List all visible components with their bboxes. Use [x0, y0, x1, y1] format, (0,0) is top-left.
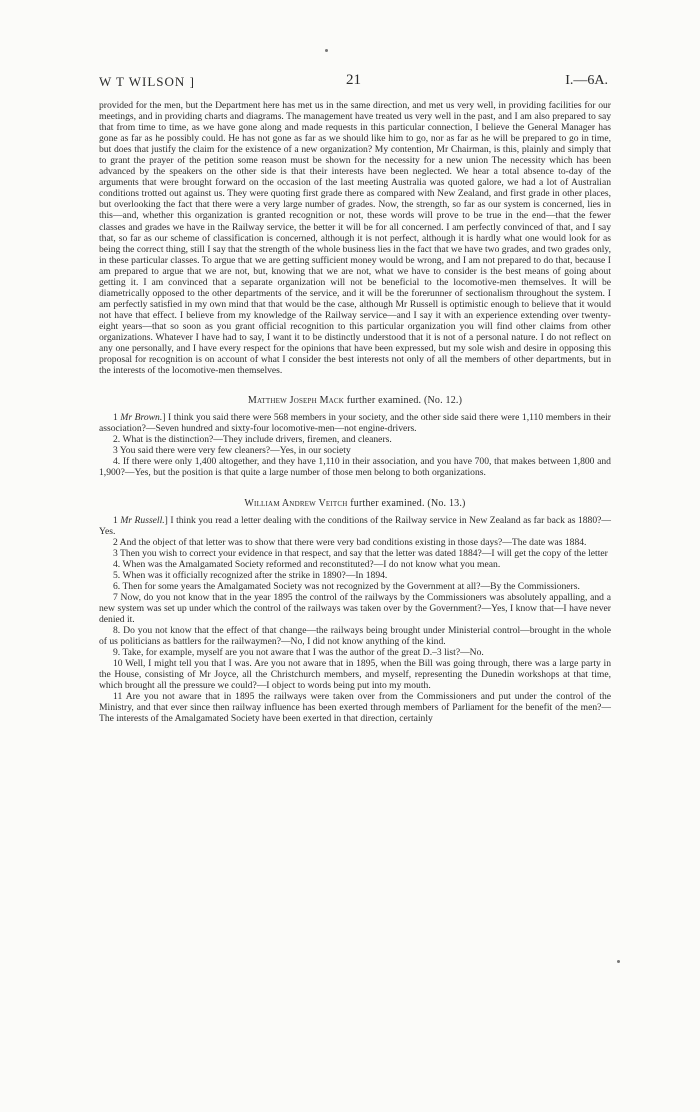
witness-name: William Andrew Veitch	[244, 497, 348, 509]
paper-speck	[617, 960, 620, 963]
question-paragraph	[99, 445, 611, 456]
question-text: Then for some years the Amalgamated Society was not recognized by the Government at all?—By the Commissioners.	[122, 580, 580, 592]
question-number: 8.	[113, 625, 121, 637]
question-paragraph	[99, 559, 611, 570]
page-number: 21	[346, 72, 361, 88]
question-number: 3	[113, 547, 118, 559]
question-text: If there were only 1,400 altogether, and they have 1,110 in their association, and you have 700, that makes between 1,800 and 1,900?—Yes, but the position is that quite a large number of those men belong to both organizations.	[99, 456, 611, 479]
question-text: I think you read a letter dealing with the conditions of the Railway service in New Zealand as far back as 1880?—Yes.	[99, 514, 611, 537]
question-paragraph	[99, 570, 611, 581]
question-number: 5.	[113, 569, 121, 581]
examiner-name: Mr Russell.	[120, 514, 165, 526]
question-text: You said there were very few cleaners?—Yes, in our society	[119, 445, 351, 457]
question-number: 1	[113, 412, 118, 424]
question-paragraph	[99, 537, 611, 548]
examiner-name: Mr Brown.	[120, 412, 163, 424]
examination-section	[99, 395, 611, 478]
section-heading	[99, 395, 611, 406]
question-number: 3	[113, 445, 118, 457]
question-text: I think you said there were 568 members in your society, and the other side said there were 1,110 members in their association?—Seven hundred and sixty-four locomotive-men—not engine-drivers.	[99, 412, 611, 435]
question-text: Are you not aware that in 1895 the railways were taken over from the Commissioners and put under the control of the Ministry, and that ever since then railway influence has been exerted through members of Parliament for the benefit of the men?—The interests of the Amalgamated Society have been exerted in that direction, certainly	[99, 691, 611, 725]
paper-reference: I.—6A.	[565, 73, 608, 88]
question-paragraph	[99, 658, 611, 691]
witness-name-header: W T WILSON ]	[99, 74, 195, 89]
question-number: 11	[113, 691, 123, 703]
question-number: 9.	[113, 647, 121, 659]
question-number: 2	[113, 536, 118, 548]
question-paragraph: 1 Mr Brown.] I think you said there were 568 members in your society, and the other side said there were 1,110 members in their association?—Seven hundred and sixty-four locomotive-men—not engine-drivers.	[99, 412, 611, 435]
page-header	[99, 72, 608, 92]
question-number: 4.	[113, 558, 121, 570]
question-number: 10	[113, 658, 123, 670]
question-paragraph	[99, 548, 611, 559]
question-number: 4.	[113, 456, 121, 468]
question-paragraph	[99, 625, 611, 647]
intro-paragraph: provided for the men, but the Department here has met us in the same direction, and met us very well, in providing facilities for our meetings, and in providing charts and diagrams. The management have treated us very well in the past, and I am also prepared to say that from time to time, as we have gone along and made requests in this particular connection, I believe the General Manager has gone as far as he possibly could. He has not gone as far as we should like him to go, nor as far as he will be prepared to go in time, but does that justify the claim for the existence of a new organization? My contention, Mr Chairman, is this, plainly and simply that to grant the prayer of the petition some reason must be shown for the necessity for a new union The necessity which has been advanced by the speakers on the other side is that their interests have been neglected. We hear a total absence to-day of the arguments that were brought forward on the occasion of the last meeting Australia was quoted galore, we had a lot of Australian conditions trotted out against us. They were quoting first grade there as compared with New Zealand, and first grade in other places, but overlooking the fact that there were a very large number of grades. Now, the strength, so far as our system is concerned, lies in this—and, whether this organization is granted recognition or not, these words will prove to be true in the end—that the fewer classes and grades we have in the Railway service, the better it will be for all concerned. I am perfectly convinced of that, and I say that, so far as our scheme of classification is concerned, although it is not perfect, although it is hardly what one would look for as being the correct thing, still I say that the strength of the whole business lies in the fact that we have two grades, and two grades only, in these particular classes. To argue that we are getting sufficient money would be wrong, and I am not prepared to do that, because I am prepared to argue that we are not, but, knowing that we are not, what we have to consider is the best means of going about getting it. I am convinced that a separate organization will not be beneficial to the locomotive-men themselves. It will be diametrically opposed to the other departments of the service, and it will be the forerunner of sectionalism throughout the system. I am perfectly satisfied in my own mind that that would be the case, although Mr Russell is optimistic enough to believe that it would not have that effect. I believe from my knowledge of the Railway service—and I say it with an experience extending over twenty-eight years—that so soon as you grant official recognition to this particular organization you will find other claims from other organizations. Whatever I have had to say, I want it to be distinctly understood that it is not of a personal nature. I do not reflect on any one personally, and I have every respect for the opinions that have been expressed, but my sole wish and desire in opposing this proposal for recognition is on account of what I consider the best interests not only of all the members of other departments, but in the interests of the locomotive-men themselves.	[99, 100, 611, 377]
question-text: Take, for example, myself are you not aware that I was the author of the great D.–3 list?—No.	[122, 647, 484, 659]
question-number: 2.	[113, 434, 121, 446]
question-paragraph	[99, 647, 611, 658]
question-number: 1	[113, 514, 118, 526]
question-paragraph	[99, 456, 611, 478]
question-number: 7	[113, 591, 118, 603]
question-text: Do you not know that the effect of that change—the railways being brought under Ministerial control—brought in the whole of us politicians as battlers for the railwaymen?—No, I did not know anything of the kind.	[99, 625, 611, 648]
question-paragraph: 1 Mr Russell.] I think you read a letter dealing with the conditions of the Railway service in New Zealand as far back as 1880?—Yes.	[99, 514, 611, 537]
question-text: When was it officially recognized after the strike in 1890?—In 1894.	[122, 569, 388, 581]
document-body	[99, 100, 611, 724]
paper-speck	[325, 49, 328, 52]
heading-suffix: further examined. (No. 13.)	[347, 497, 466, 509]
question-text: When was the Amalgamated Society reformed and reconstituted?—I do not know what you mean.	[122, 558, 501, 570]
question-text: Well, I might tell you that I was. Are you not aware that in 1895, when the Bill was going through, there was a large party in the House, consisting of Mr Joyce, all the Christchurch members, and myself, representing the Dunedin workshops at that time, which brought all the pressure we could?—I object to words being put into my mouth.	[99, 658, 612, 692]
examination-section	[99, 498, 611, 725]
question-text: What is the distinction?—They include drivers, firemen, and cleaners.	[122, 434, 392, 446]
witness-name: Matthew Joseph Mack	[247, 395, 345, 407]
question-text: Now, do you not know that in the year 1895 the control of the railways by the Commissioners was absolutely appalling, and a new system was set up under which the control of the railways was taken over by the Government?—Yes, I know that—I have never denied it.	[99, 591, 611, 625]
question-paragraph	[99, 592, 611, 625]
question-text: Then you wish to correct your evidence in that respect, and say that the letter was dated 1884?—I will get the copy of the letter	[120, 547, 608, 559]
heading-suffix: further examined. (No. 12.)	[344, 395, 463, 407]
question-paragraph	[99, 581, 611, 592]
question-text: And the object of that letter was to show that there were very bad conditions existing in those days?—The date was 1884.	[119, 536, 587, 548]
section-heading	[99, 498, 611, 509]
question-number: 6.	[113, 580, 121, 592]
question-paragraph	[99, 691, 611, 724]
question-paragraph	[99, 434, 611, 445]
